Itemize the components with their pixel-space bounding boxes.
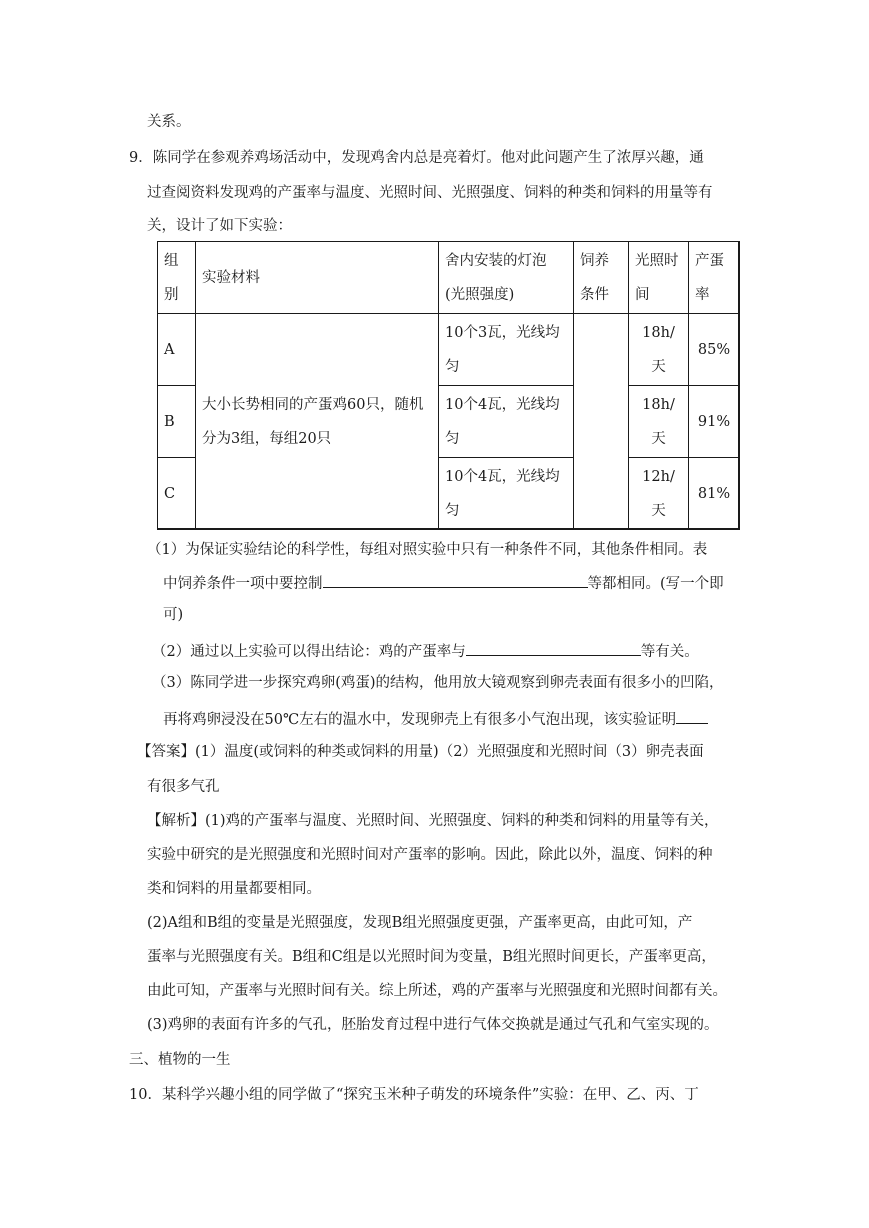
header-bulb: 舍内安装的灯泡 (光照强度) — [439, 242, 574, 314]
question-9-line-2: 过查阅资料发现鸡的产蛋率与温度、光照时间、光照强度、饲料的种类和饲料的用量等有 — [147, 185, 713, 201]
text-line: 关系。 — [147, 114, 191, 130]
cell-group: B — [158, 386, 196, 458]
sub-question-2 — [152, 640, 699, 662]
sub-question-2-suffix: 等有关。 — [640, 644, 699, 660]
analysis-line-6: 由此可知，产蛋率与光照时间有关。综上所述，鸡的产蛋率与光照强度和光照时间都有关。 — [147, 983, 727, 999]
sub-question-2-prefix: （2）通过以上实验可以得出结论：鸡的产蛋率与 — [152, 644, 466, 660]
answer-blank — [466, 640, 641, 656]
analysis-line-2: 实验中研究的是光照强度和光照时间对产蛋率的影响。因此，除此以外，温度、饲料的种 — [147, 847, 713, 863]
cell-light-time: 18h/天 — [629, 314, 689, 386]
answer-blank — [323, 572, 588, 588]
table-header-row — [158, 242, 740, 314]
cell-rate: 85% — [689, 314, 740, 386]
cell-light-time: 12h/天 — [629, 458, 689, 530]
sub-question-3-line-2 — [163, 708, 708, 730]
cell-rate: 91% — [689, 386, 740, 458]
cell-bulb: 10个3瓦，光线均 匀 — [439, 314, 574, 386]
cell-bulb: 10个4瓦，光线均 匀 — [439, 386, 574, 458]
sub-question-1-line-1: （1）为保证实验结论的科学性，每组对照实验中只有一种条件不同，其他条件相同。表 — [147, 542, 708, 558]
question-10-line-1: 10．某科学兴趣小组的同学做了“探究玉米种子萌发的环境条件”实验：在甲、乙、丙、丁 — [129, 1087, 699, 1103]
sub-question-1-line-2 — [163, 572, 724, 594]
cell-light-time: 18h/天 — [629, 386, 689, 458]
sub-question-1-prefix: 中饲养条件一项中要控制 — [163, 576, 323, 592]
cell-bulb: 10个4瓦，光线均 匀 — [439, 458, 574, 530]
cell-group: A — [158, 314, 196, 386]
question-9-line-1: 9．陈同学在参观养鸡场活动中，发现鸡舍内总是亮着灯。他对此问题产生了浓厚兴趣，通 — [129, 150, 704, 166]
sub-question-3-line-1: （3）陈同学进一步探究鸡卵(鸡蛋)的结构，他用放大镜观察到卵壳表面有很多小的凹陷， — [152, 675, 724, 691]
analysis-line-1: 【解析】(1)鸡的产蛋率与温度、光照时间、光照强度、饲料的种类和饲料的用量等有关， — [147, 813, 719, 829]
sub-question-1-suffix: 等都相同。(写一个即 — [587, 576, 724, 592]
question-9-line-3: 关，设计了如下实验： — [147, 218, 292, 234]
header-rate: 产蛋 率 — [689, 242, 740, 314]
header-feed: 饲养 条件 — [574, 242, 629, 314]
answer-blank — [676, 708, 708, 724]
analysis-line-7: (3)鸡卵的表面有许多的气孔，胚胎发育过程中进行气体交换就是通过气孔和气室实现的。 — [147, 1017, 719, 1033]
cell-rate: 81% — [689, 458, 740, 530]
sub-question-1-line-3: 可) — [163, 607, 184, 623]
answer-line-2: 有很多气孔 — [147, 779, 220, 795]
analysis-line-3: 类和饲料的用量都要相同。 — [147, 881, 321, 897]
answer-line-1: 【答案】(1）温度(或饲料的种类或饲料的用量)（2）光照强度和光照时间（3）卵壳表面 — [137, 744, 704, 760]
cell-feed — [574, 314, 629, 530]
header-group: 组 别 — [158, 242, 196, 314]
table-row — [158, 314, 740, 386]
cell-material: 大小长势相同的产蛋鸡60只，随机 分为3组，每组20只 — [196, 314, 439, 530]
section-heading: 三、植物的一生 — [129, 1052, 231, 1068]
header-light-time: 光照时 间 — [629, 242, 689, 314]
sub-question-3-text: 再将鸡卵浸没在50℃左右的温水中，发现卵壳上有很多小气泡出现，该实验证明 — [163, 712, 677, 728]
analysis-line-5: 蛋率与光照强度有关。B组和C组是以光照时间为变量，B组光照时间更长，产蛋率更高， — [147, 949, 716, 965]
cell-group: C — [158, 458, 196, 530]
analysis-line-4: (2)A组和B组的变量是光照强度，发现B组光照强度更强，产蛋率更高，由此可知，产 — [147, 915, 693, 931]
experiment-table — [157, 241, 740, 530]
header-material: 实验材料 — [196, 242, 439, 314]
